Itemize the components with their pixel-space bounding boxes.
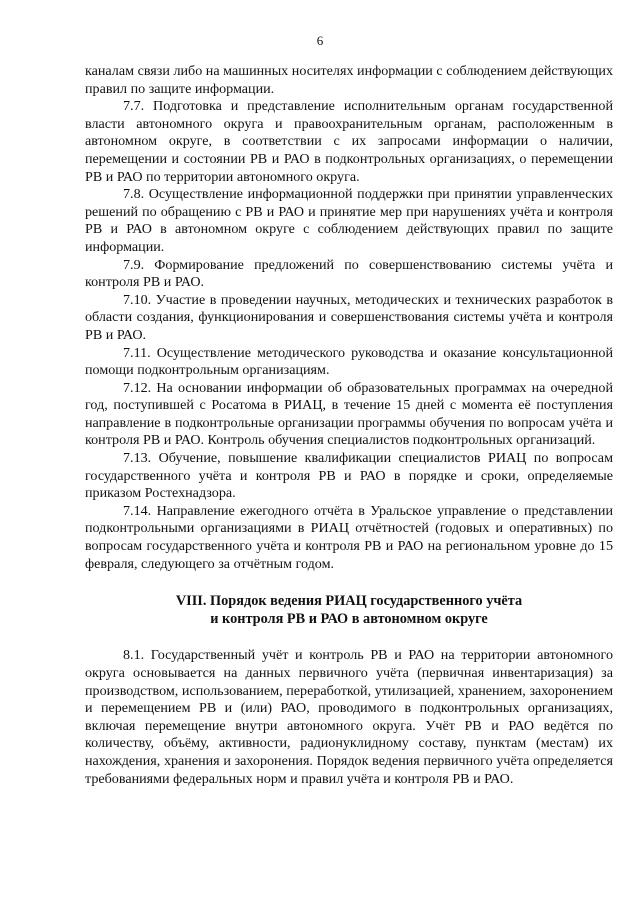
section-heading-line-2: и контроля РВ и РАО в автономном округе <box>210 610 488 627</box>
section-heading <box>85 593 613 628</box>
paragraph-7-11: 7.11. Осуществление методического руководства и оказание консультационной помощи подконтрольным организациям. <box>85 344 613 379</box>
section-heading-line-1: VIII. Порядок ведения РИАЦ государственного учёта <box>175 593 523 610</box>
paragraph-7-7: 7.7. Подготовка и представление исполнительным органам государственной власти автономного округа и правоохранительным органам, расположенным в автономном округе, в соответствии с их запросами информации о наличии, перемещении и состоянии РВ и РАО в подконтрольных организациях, о перемещении РВ и РАО по территории автономного округа. <box>85 98 613 185</box>
paragraph-7-13: 7.13. Обучение, повышение квалификации специалистов РИАЦ по вопросам государственного учёта и контроля РВ и РАО в порядке и сроки, определяемые приказом Ростехнадзора. <box>85 450 613 502</box>
paragraph-7-9: 7.9. Формирование предложений по совершенствованию системы учёта и контроля РВ и РАО. <box>85 256 613 291</box>
paragraph-7-10: 7.10. Участие в проведении научных, методических и технических разработок в области создания, функционирования и совершенствования системы учёта и контроля РВ и РАО. <box>85 291 613 343</box>
paragraph-7-14: 7.14. Направление ежегодного отчёта в Уральское управление о представлении подконтрольными организациями в РИАЦ отчётностей (годовых и оперативных) по вопросам государственного учёта и контроля РВ и РАО на региональном уровне до 15 февраля, следующего за отчётным годом. <box>85 502 613 572</box>
paragraph-7-12: 7.12. На основании информации об образовательных программах на очередной год, поступившей с Росатома в РИАЦ, в течение 15 дней с момента её поступления направление в подконтрольные организации программы обучения по вопросам учёта и контроля РВ и РАО. Контроль обучения специалистов подконтрольных организаций. <box>85 379 613 449</box>
page-number: 6 <box>316 33 324 48</box>
paragraph-7-8: 7.8. Осуществление информационной поддержки при принятии управленческих решений по обращению с РВ и РАО и принятие мер при нарушениях учёта и контроля РВ и РАО в автономном округе с соблюдением действующих правил по защите информации. <box>85 186 613 255</box>
paragraph-continuation: каналам связи либо на машинных носителях информации с соблюдением действующих правил по защите информации. <box>85 63 613 97</box>
paragraph-8-1: 8.1. Государственный учёт и контроль РВ и РАО на территории автономного округа основывается на данных первичного учёта (первичная инвентаризация) за производством, использованием, переработкой, утилизацией, хранением, захоронением и перемещением РВ и (или) РАО, проводимого в подконтрольных организациях, включая перемещение внутри автономного округа. Учёт РВ и РАО ведётся по количеству, объёму, активности, радионуклидному составу, пунктам (местам) их нахождения, хранения и захоронения. Порядок ведения первичного учёта определяется требованиями федеральных норм и правил учёта и контроля РВ и РАО. <box>85 647 613 787</box>
document-body <box>85 63 613 788</box>
